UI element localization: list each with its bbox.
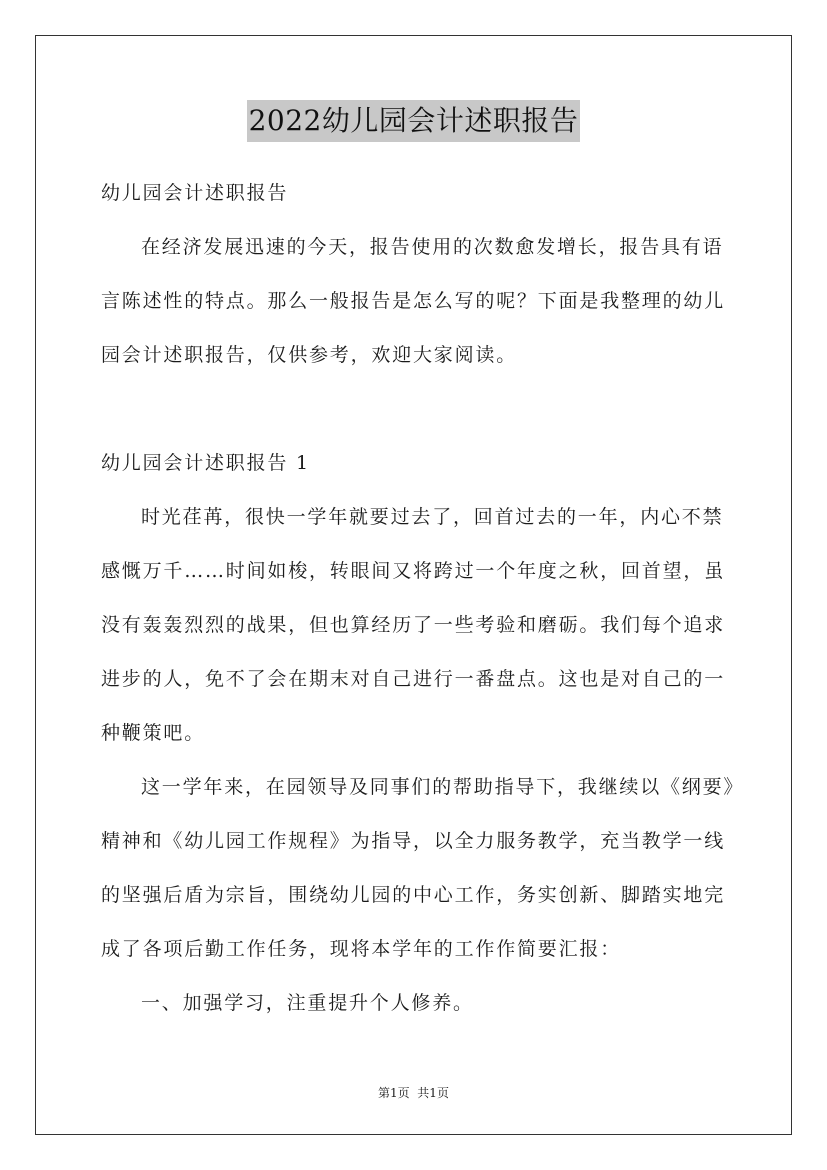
paragraph2-line-2: 精神和《幼儿园工作规程》为指导，以全力服务教学，充当教学一线 [101,830,726,852]
document-subtitle: 幼儿园会计述职报告 [101,182,289,204]
paragraph1-line-3: 没有轰轰烈烈的战果，但也算经历了一些考验和磨砺。我们每个追求 [101,614,726,636]
paragraph2-line-1: 这一学年来，在园领导及同事们的帮助指导下，我继续以《纲要》 [141,776,745,798]
paragraph1-line-4: 进步的人，免不了会在期末对自己进行一番盘点。这也是对自己的一 [101,668,726,690]
section-heading: 幼儿园会计述职报告 1 [101,452,310,474]
title-container [0,100,827,142]
list-item-1: 一、加强学习，注重提升个人修养。 [141,992,474,1014]
paragraph2-line-4: 成了各项后勤工作任务，现将本学年的工作作简要汇报： [101,938,622,960]
paragraph2-line-3: 的坚强后盾为宗旨，围绕幼儿园的中心工作，务实创新、脚踏实地完 [101,884,726,906]
intro-line-2: 言陈述性的特点。那么一般报告是怎么写的呢？下面是我整理的幼儿 [101,290,726,312]
paragraph1-line-1: 时光荏苒，很快一学年就要过去了，回首过去的一年，内心不禁 [141,506,724,528]
intro-line-3: 园会计述职报告，仅供参考，欢迎大家阅读。 [101,344,518,366]
intro-line-1: 在经济发展迅速的今天，报告使用的次数愈发增长，报告具有语 [141,236,724,258]
document-title: 2022幼儿园会计述职报告 [247,100,581,142]
paragraph1-line-2: 感慨万千……时间如梭，转眼间又将跨过一个年度之秋，回首望，虽 [101,560,726,582]
paragraph1-line-5: 种鞭策吧。 [101,722,206,744]
page-footer: 第1页 共1页 [378,1086,449,1100]
